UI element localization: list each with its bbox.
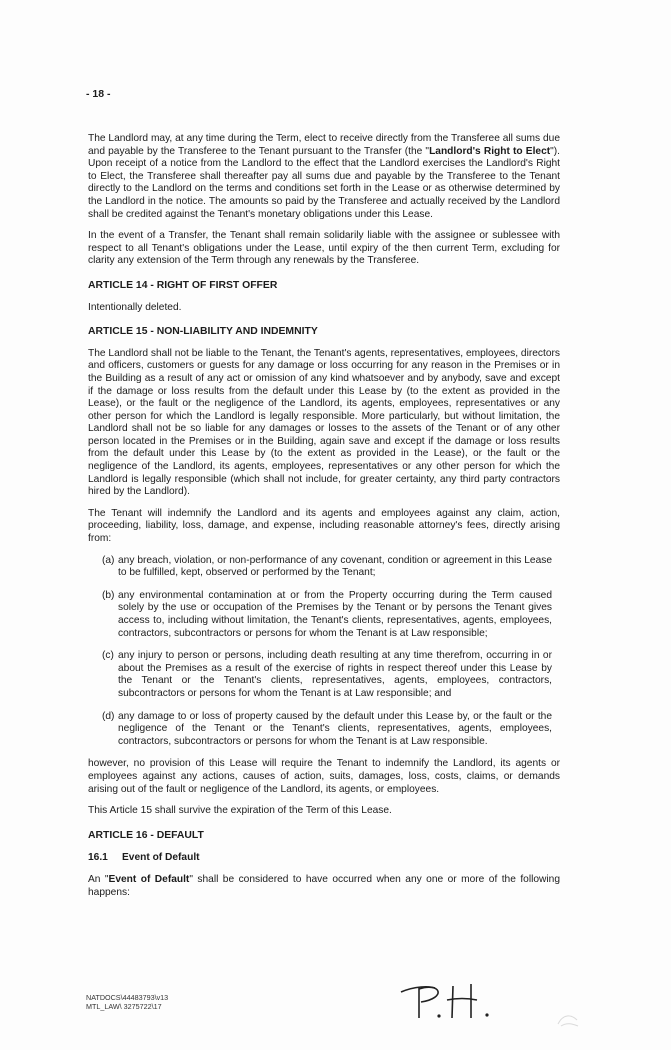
paragraph-landlord-right-to-elect: The Landlord may, at any time during the Term, elect to receive directly from the Transferee all sums due and payable by the Transferee to the Tenant pursuant to the Transfer (the "Landlord's Right to Elect"). Upon receipt of a notice from the Landlord to the effect that the Landlord exercises the Landlord's Right to Elect, the Transferee shall thereafter pay all sums due and payable by the Transferee to the Tenant directly to the Landlord on the terms and conditions set forth in the Lease or as otherwise determined by the Landlord in the notice. The amounts so paid by the Transferee and actually received by the Landlord shall be credited against the Tenant's monetary obligations under this Lease. (88, 133, 560, 220)
section-16-1-heading: 16.1 Event of Default (88, 852, 200, 864)
list-item: (d) any damage to or loss of property caused by the default under this Lease by, or the fault or the negligence of the Tenant or the Tenant's clients, representatives, agents, employees, contractors, subcontractors or persons for whom the Tenant is at Law responsible. (102, 710, 552, 747)
indemnity-list (88, 555, 560, 749)
article-15-paragraph-1: The Landlord shall not be liable to the Tenant, the Tenant's agents, representatives, employees, directors and officers, customers or guests for any damage or loss occurring for any reason in the Premises or in the Building as a result of any act or omission of any kind whatsoever and by anybody, save and except if the damage or loss results from the default under this Lease by (to the extent as provided in the Lease), or the fault or the negligence of the Landlord, its agents, employees, representatives or any other person for which the Landlord is legally responsible. More particularly, but without limitation, the Landlord shall not be so liable for any damages or losses to the assets of the Tenant or of any other person located in the Premises or in the Building, again save and except if the damage or loss results from the default under this Lease by (to the extent as provided in the Lease), or the fault or the negligence of the Landlord, its agents, employees, representatives or any other person for which the Landlord is legally responsible (which shall not include, for greater certainty, any third party contractors hired by the Landlord). (88, 347, 560, 498)
list-item: (b) any environmental contamination at or from the Property occurring during the Term caused solely by the use or occupation of the Premises by the Tenant or by persons the Tenant gives access to, including without limitation, the Tenant's clients, representatives, agents, employees, contractors, subcontractors or persons for whom the Tenant is at Law responsible; (102, 589, 552, 639)
defined-term: Landlord's Right to Elect (429, 145, 551, 157)
document-footer (86, 993, 168, 1011)
footer-doc-id: NATDOCS\44483793\v13 (86, 993, 169, 1002)
article-15-paragraph-2: The Tenant will indemnify the Landlord and its agents and employees against any claim, action, proceeding, liability, loss, damage, and expense, including reasonable attorney's fees, directly arising from: (88, 507, 560, 545)
handwritten-initials-signature (395, 978, 505, 1024)
paragraph-transfer-liability: In the event of a Transfer, the Tenant shall remain solidarily liable with the assignee or sublessee with respect to all Tenant's obligations under the Lease, until expiry of the then current Term, excluding for clarity any extension of the Term through any renewals by the Transferee. (88, 230, 560, 267)
document-body (88, 133, 560, 908)
defined-term: Event of Default (108, 873, 190, 885)
article-15-heading: ARTICLE 15 - NON-LIABILITY AND INDEMNITY (88, 326, 318, 338)
list-item: (a) any breach, violation, or non-performance of any covenant, condition or agreement in this Lease to be fulfilled, kept, observed or performed by the Tenant; (102, 554, 552, 579)
article-16-heading: ARTICLE 16 - DEFAULT (88, 829, 204, 841)
list-item: (c) any injury to person or persons, including death resulting at any time therefrom, occurring in or about the Premises as a result of the exercise of rights in respect thereof under this Lease by the Tenant or the Tenant's clients, representatives, agents, employees, contractors, subcontractors or persons for whom the Tenant is at Law responsible; and (102, 650, 552, 699)
footer-doc-id-2: MTL_LAW\ 3275722\17 (86, 1002, 162, 1011)
article-14-text: Intentionally deleted. (88, 301, 182, 313)
article-15-paragraph-3: however, no provision of this Lease will require the Tenant to indemnify the Landlord, its agents or employees against any actions, causes of action, suits, damages, loss, costs, claims, or demands arising out of the fault or negligence of the Landlord, its agents, or employees. (88, 758, 560, 795)
article-14-heading: ARTICLE 14 - RIGHT OF FIRST OFFER (88, 279, 278, 291)
page-number: - 18 - (86, 88, 111, 100)
faint-stamp-mark (555, 1010, 581, 1030)
event-of-default-paragraph: An "Event of Default" shall be considered to have occurred when any one or more of the following happens: (88, 873, 560, 898)
article-15-paragraph-4: This Article 15 shall survive the expiration of the Term of this Lease. (88, 805, 392, 817)
